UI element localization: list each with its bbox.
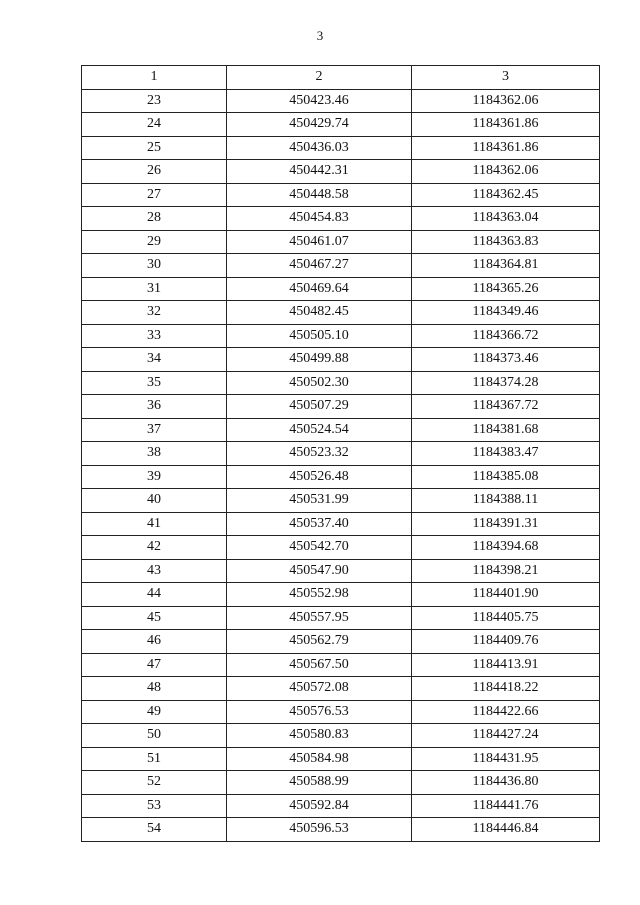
table-row <box>82 136 600 160</box>
table-cell-col-3: 1184349.46 <box>412 301 600 325</box>
table-row <box>82 559 600 583</box>
table-cell-col-2: 450523.32 <box>227 442 412 466</box>
table-cell-col-3: 1184383.47 <box>412 442 600 466</box>
table-cell-col-1: 53 <box>82 794 227 818</box>
table-cell-col-3: 1184374.28 <box>412 371 600 395</box>
table-row <box>82 771 600 795</box>
table-cell-col-3: 1184422.66 <box>412 700 600 724</box>
table-cell-col-2: 450442.31 <box>227 160 412 184</box>
table-cell-col-2: 450524.54 <box>227 418 412 442</box>
table-cell-col-2: 450467.27 <box>227 254 412 278</box>
table-cell-col-1: 27 <box>82 183 227 207</box>
table-cell-col-1: 49 <box>82 700 227 724</box>
table-cell-col-1: 25 <box>82 136 227 160</box>
table-cell-col-3: 1184388.11 <box>412 489 600 513</box>
table-cell-col-1: 23 <box>82 89 227 113</box>
table-row <box>82 794 600 818</box>
table-cell-col-3: 1184405.75 <box>412 606 600 630</box>
table-cell-col-1: 40 <box>82 489 227 513</box>
table-cell-col-2: 450461.07 <box>227 230 412 254</box>
table-row <box>82 583 600 607</box>
table-cell-col-2: 450499.88 <box>227 348 412 372</box>
table-cell-col-1: 52 <box>82 771 227 795</box>
table-cell-col-2: 450596.53 <box>227 818 412 842</box>
table-cell-col-1: 38 <box>82 442 227 466</box>
table-cell-col-1: 32 <box>82 301 227 325</box>
table-cell-col-3: 1184436.80 <box>412 771 600 795</box>
table-row <box>82 113 600 137</box>
table-cell-col-2: 450482.45 <box>227 301 412 325</box>
table-cell-col-2: 450454.83 <box>227 207 412 231</box>
table-cell-col-1: 39 <box>82 465 227 489</box>
table-cell-col-3: 1184418.22 <box>412 677 600 701</box>
table-row <box>82 677 600 701</box>
table-row <box>82 277 600 301</box>
table-cell-col-2: 450507.29 <box>227 395 412 419</box>
table-cell-col-1: 35 <box>82 371 227 395</box>
table-row <box>82 395 600 419</box>
table-cell-col-2: 450448.58 <box>227 183 412 207</box>
table-cell-col-1: 43 <box>82 559 227 583</box>
table-row <box>82 207 600 231</box>
column-header-2: 2 <box>227 66 412 90</box>
table-row <box>82 747 600 771</box>
table-cell-col-1: 42 <box>82 536 227 560</box>
table-cell-col-1: 41 <box>82 512 227 536</box>
table-cell-col-2: 450542.70 <box>227 536 412 560</box>
table-row <box>82 442 600 466</box>
table-cell-col-3: 1184409.76 <box>412 630 600 654</box>
table-cell-col-1: 51 <box>82 747 227 771</box>
table-row <box>82 324 600 348</box>
table-cell-col-2: 450429.74 <box>227 113 412 137</box>
table-cell-col-3: 1184394.68 <box>412 536 600 560</box>
table-cell-col-3: 1184362.06 <box>412 89 600 113</box>
table-row <box>82 160 600 184</box>
table-row <box>82 254 600 278</box>
table-cell-col-2: 450567.50 <box>227 653 412 677</box>
table-cell-col-2: 450531.99 <box>227 489 412 513</box>
table-cell-col-3: 1184427.24 <box>412 724 600 748</box>
table-cell-col-3: 1184401.90 <box>412 583 600 607</box>
table-cell-col-3: 1184431.95 <box>412 747 600 771</box>
table-cell-col-2: 450562.79 <box>227 630 412 654</box>
table-cell-col-2: 450592.84 <box>227 794 412 818</box>
table-body <box>82 89 600 841</box>
table-cell-col-3: 1184385.08 <box>412 465 600 489</box>
table-row <box>82 724 600 748</box>
table-cell-col-1: 29 <box>82 230 227 254</box>
table-cell-col-3: 1184413.91 <box>412 653 600 677</box>
table-cell-col-2: 450572.08 <box>227 677 412 701</box>
table-cell-col-2: 450552.98 <box>227 583 412 607</box>
table-row <box>82 418 600 442</box>
table-cell-col-1: 46 <box>82 630 227 654</box>
table-row <box>82 183 600 207</box>
table-cell-col-2: 450580.83 <box>227 724 412 748</box>
table-cell-col-1: 24 <box>82 113 227 137</box>
table-cell-col-1: 36 <box>82 395 227 419</box>
table-cell-col-2: 450588.99 <box>227 771 412 795</box>
table-row <box>82 489 600 513</box>
table-cell-col-3: 1184362.45 <box>412 183 600 207</box>
table-cell-col-3: 1184364.81 <box>412 254 600 278</box>
table-cell-col-3: 1184366.72 <box>412 324 600 348</box>
table-row <box>82 230 600 254</box>
table-cell-col-2: 450557.95 <box>227 606 412 630</box>
table-row <box>82 465 600 489</box>
table-cell-col-3: 1184363.04 <box>412 207 600 231</box>
table-cell-col-3: 1184391.31 <box>412 512 600 536</box>
table-cell-col-3: 1184441.76 <box>412 794 600 818</box>
table-cell-col-3: 1184361.86 <box>412 113 600 137</box>
table-cell-col-1: 45 <box>82 606 227 630</box>
table-row <box>82 630 600 654</box>
table-row <box>82 653 600 677</box>
table-row <box>82 348 600 372</box>
table-cell-col-1: 31 <box>82 277 227 301</box>
table-cell-col-2: 450576.53 <box>227 700 412 724</box>
table-cell-col-2: 450584.98 <box>227 747 412 771</box>
table-cell-col-1: 50 <box>82 724 227 748</box>
table-cell-col-3: 1184365.26 <box>412 277 600 301</box>
table-cell-col-1: 44 <box>82 583 227 607</box>
table-row <box>82 818 600 842</box>
table-cell-col-3: 1184362.06 <box>412 160 600 184</box>
table-cell-col-2: 450436.03 <box>227 136 412 160</box>
table-row <box>82 512 600 536</box>
table-cell-col-1: 47 <box>82 653 227 677</box>
table-cell-col-1: 26 <box>82 160 227 184</box>
table-cell-col-2: 450547.90 <box>227 559 412 583</box>
table-cell-col-3: 1184381.68 <box>412 418 600 442</box>
table-row <box>82 301 600 325</box>
table-cell-col-2: 450505.10 <box>227 324 412 348</box>
table-cell-col-2: 450526.48 <box>227 465 412 489</box>
table-cell-col-2: 450537.40 <box>227 512 412 536</box>
table-cell-col-3: 1184363.83 <box>412 230 600 254</box>
table-cell-col-1: 48 <box>82 677 227 701</box>
table-cell-col-1: 33 <box>82 324 227 348</box>
table-row <box>82 371 600 395</box>
table-row <box>82 89 600 113</box>
table-row <box>82 536 600 560</box>
page-number: 3 <box>316 28 324 43</box>
table-cell-col-1: 37 <box>82 418 227 442</box>
table-cell-col-3: 1184446.84 <box>412 818 600 842</box>
table-cell-col-3: 1184367.72 <box>412 395 600 419</box>
coordinates-table <box>81 65 600 842</box>
table-cell-col-2: 450502.30 <box>227 371 412 395</box>
table-cell-col-3: 1184398.21 <box>412 559 600 583</box>
table-header-row <box>82 66 600 90</box>
table-cell-col-3: 1184361.86 <box>412 136 600 160</box>
table-row <box>82 700 600 724</box>
table-cell-col-1: 34 <box>82 348 227 372</box>
table-cell-col-1: 54 <box>82 818 227 842</box>
table-cell-col-1: 30 <box>82 254 227 278</box>
table-cell-col-3: 1184373.46 <box>412 348 600 372</box>
table-cell-col-1: 28 <box>82 207 227 231</box>
column-header-3: 3 <box>412 66 600 90</box>
column-header-1: 1 <box>82 66 227 90</box>
table-cell-col-2: 450469.64 <box>227 277 412 301</box>
table-row <box>82 606 600 630</box>
table-cell-col-2: 450423.46 <box>227 89 412 113</box>
